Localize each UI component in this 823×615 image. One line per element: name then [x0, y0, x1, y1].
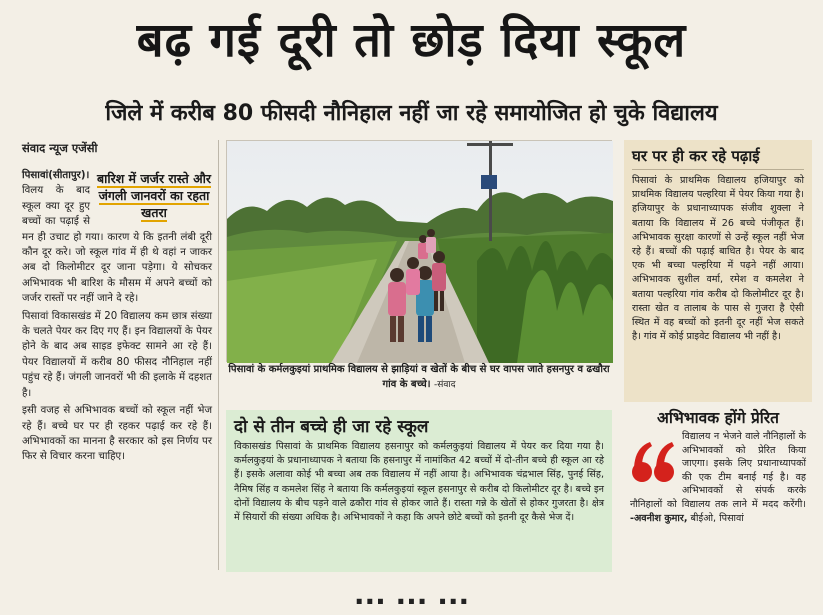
green-box-title: दो से तीन बच्चे ही जा रहे स्कूल [234, 417, 429, 437]
main-story-paragraph-3: इसी वजह से अभिभावक बच्चों को स्कूल नहीं भेज रहे हैं। बच्चे घर पर ही रहकर पढ़ाई कर रहे हैं। अभिभावकों का मानना है सरकार को इस निर्णय पर फिर से विचार करना चाहिए। [22, 405, 212, 463]
main-story-column [22, 168, 212, 568]
subheadline: जिले में करीब 80 फीसदी नौनिहाल नहीं जा रहे समायोजित हो चुके विद्यालय [105, 101, 718, 126]
photo-credit: -संवाद [434, 380, 456, 390]
quote-mark-icon [630, 436, 678, 488]
beige-box-title: घर पर ही कर रहे पढ़ाई [632, 144, 804, 170]
main-story-text-1: विलय के बाद स्कूल क्या दूर हुए बच्चों का पढ़ाई से मन ही उचाट हो गया। कारण ये कि इतनी लंबी दूरी कौन दूर करे। जो स्कूल गांव में ही थे वहां न जाकर अब दो किलोमीटर दूर जाना पड़ेगा। ये सोचकर अभिभावक भी बारिश के मौसम में अपने बच्चों को जर्जर रास्तों पर नहीं जाने दे रहे। [22, 185, 212, 305]
photo-caption-text: पिसावां के कर्मलकुइयां प्राथमिक विद्यालय से झाड़ियां व खेतों के बीच से घर वापस जाते हसनपुर व ढखौरा गांव के बच्चे। [228, 364, 610, 390]
sidebar-story-beige [624, 140, 812, 402]
dateline: पिसावां(सीतापुर)। [22, 170, 90, 181]
official-quote-attribution: -अवनीश कुमार, [630, 512, 688, 524]
next-headline-cutoff: ... ... ... [353, 578, 470, 611]
main-story-paragraph-2: पिसावां विकासखंड में 20 विद्यालय कम छात्र संख्या के चलते पेयर कर दिए गए हैं। इन विद्यालयों के पेयर होने के बाद अब साइड इफेक्ट सामने आ रहे हैं। पेयर विद्यालयों में करीब 80 फीसद नौनिहाल नहीं पहुंच रहे हैं। जंगली जानवरों भी की इलाके में दहशत है। [22, 310, 212, 399]
official-quote-body: विद्यालय न भेजने वाले नौनिहालों के अभिभावकों को प्रेरित किया जाएगा। इसके लिए प्रधानाध्यापकों की एक टीम बनाई गई है। वह अभिभावकों से संपर्क करके नौनिहालों को विद्यालय तक लाने में मदद करेंगी। [630, 431, 806, 510]
photo-children-walking-on-village-road [227, 141, 613, 363]
beige-box-text: पिसावां के प्राथमिक विद्यालय हजियापुर को प्राथमिक विद्यालय पल्हरिया में पेयर किया गया है। हजियापुर के प्रधानाध्यापक संजीव शुक्ला ने बताया कि विद्यालय में 26 बच्चे पंजीकृत हैं। अभिभावक सुरक्षा कारणों से उन्हें स्कूल नहीं भेज रहे हैं। बच्चों की पढ़ाई बाधित है। पेयर के बाद एक भी बच्चा पल्हरिया में पढ़ने नहीं आया। अभिभावक सुशील वर्मा, रमेश व कमलेश ने बताया पल्हरिया गांव करीब दो किलोमीटर दूर है। रास्ता खेत व तालाब के पास से गुजरा है ऐसी स्थित में वह बच्चों को इतनी दूर नहीं भेज सकते है। गांव में कोई प्राइवेट विद्यालय भी नहीं है। [632, 175, 804, 343]
column-divider [218, 140, 219, 570]
official-quote-title: अभिभावक होंगे प्रेरित [657, 409, 779, 427]
byline: संवाद न्यूज एजेंसी [22, 141, 98, 155]
pull-quote-text: बारिश में जर्जर रास्ते और जंगली जानवरों का रहता खतरा [96, 171, 211, 220]
headline: बढ़ गई दूरी तो छोड़ दिया स्कूल [136, 13, 687, 68]
official-quote-box [624, 404, 812, 572]
pull-quote [96, 170, 212, 221]
news-photo [226, 140, 612, 362]
photo-caption [226, 362, 612, 398]
main-story-paragraph-1 [22, 168, 212, 307]
green-box-text: विकासखंड पिसावां के प्राथमिक विद्यालय हसनापुर को कर्मलकुइयां विद्यालय में पेयर कर दिया गया है। कर्मलकुइयां के प्रधानाध्यापक ने बताया कि हसनापुर में नामांकित 42 बच्चों में दो-तीन बच्चे ही स्कूल आ रहे हैं। इसके अलावा कोई भी बच्चा अब तक विद्यालय में नहीं आया है। अभिभावक चंद्रभाल सिंह, पुनई सिंह, नैमिष सिंह व कमलेश सिंह ने बताया कि कर्मलकुइयां स्कूल हसनापुर से करीब दो किलोमीटर दूर है। बच्चे इन दोनों विद्यालय के बीच पड़ने वाले ढकौरा गांव से होकर जाते हैं। रास्ता गन्ने के खेतों से होकर गुजरता है। क्षेत्र में सियारों की संख्या अधिक है। अभिभावकों ने कहा कि अपने छोटे बच्चों को इतनी दूर कैसे भेज दें। [234, 441, 604, 524]
sidebar-story-green [226, 410, 612, 572]
official-quote-designation: बीईओ, पिसावां [690, 512, 744, 524]
